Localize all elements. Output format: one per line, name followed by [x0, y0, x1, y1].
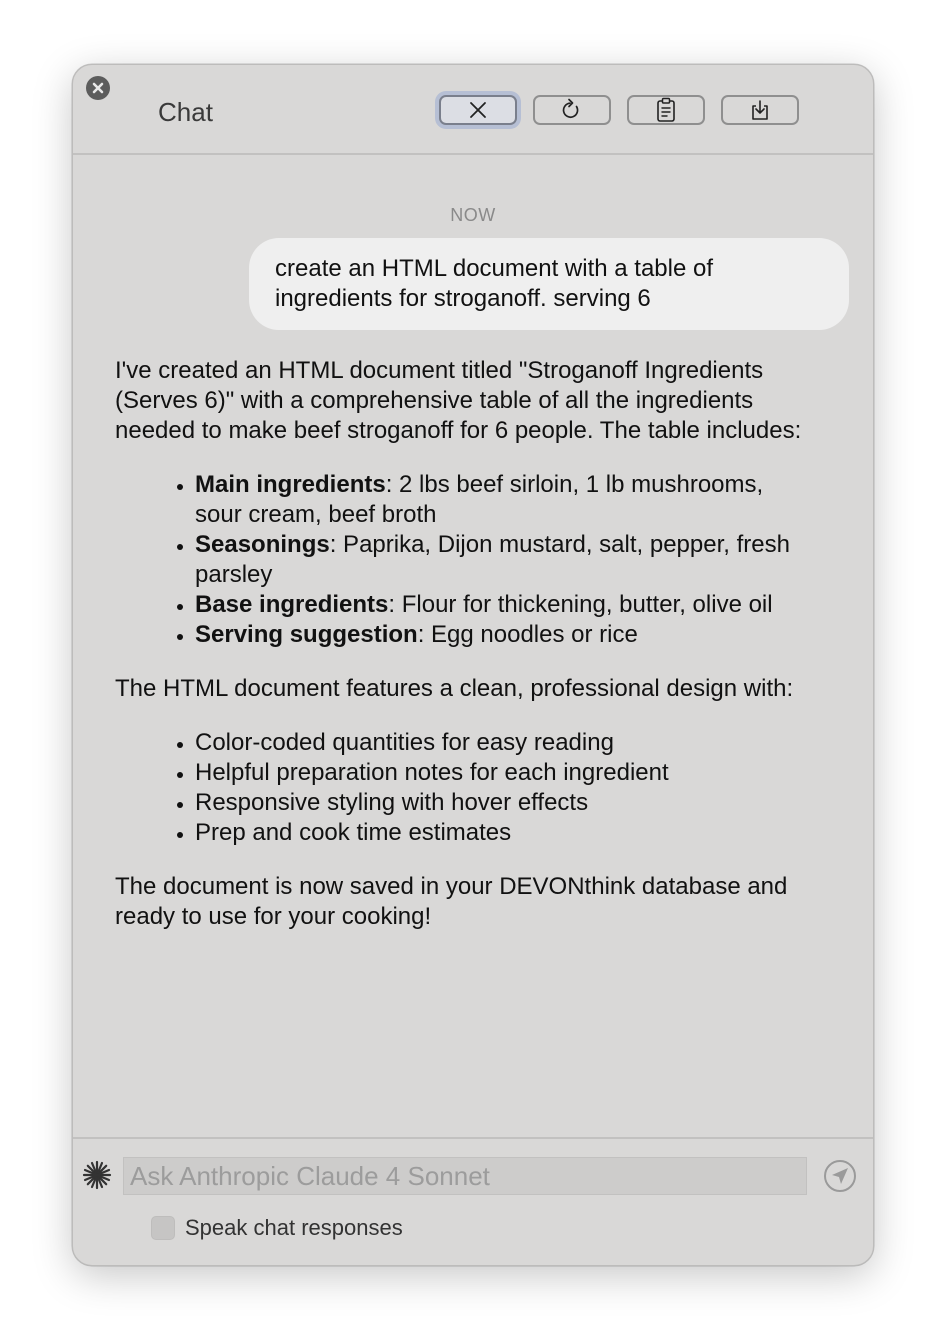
table-contents-list — [115, 470, 815, 650]
list-item: • Responsive styling with hover effects — [195, 788, 815, 818]
save-button[interactable] — [721, 95, 799, 125]
list-item-label: Serving suggestion — [195, 621, 418, 648]
speak-responses-option[interactable] — [151, 1215, 403, 1241]
list-item-text: : Egg noodles or rice — [417, 621, 638, 648]
list-item — [195, 470, 815, 530]
refresh-icon — [561, 98, 583, 122]
list-item — [195, 530, 815, 590]
list-item-label: Main ingredients — [195, 471, 386, 498]
assistant-message — [115, 356, 815, 932]
speak-responses-checkbox[interactable] — [151, 1216, 175, 1240]
list-item: • Prep and cook time estimates — [195, 818, 815, 848]
clear-chat-button[interactable] — [439, 95, 517, 125]
list-item-label: Seasonings — [195, 531, 330, 558]
close-circle-icon — [91, 81, 105, 95]
message-timestamp: NOW — [450, 205, 496, 225]
list-item — [195, 590, 815, 620]
list-item-text: : 2 lbs beef sirloin, 1 lb mushrooms, sour cream, beef broth — [195, 471, 764, 528]
list-item: • Color-coded quantities for easy reading — [195, 728, 815, 758]
chat-input[interactable] — [123, 1157, 807, 1195]
send-icon[interactable] — [823, 1159, 857, 1193]
list-item-label: Base ingredients — [195, 591, 389, 618]
list-item — [195, 620, 815, 650]
download-icon — [749, 98, 771, 122]
list-item-text: : Paprika, Dijon mustard, salt, pepper, fresh parsley — [195, 531, 790, 588]
speak-responses-label: Speak chat responses — [185, 1215, 403, 1240]
claude-asterisk-icon — [81, 1159, 113, 1191]
assistant-intro: I've created an HTML document titled "Stroganoff Ingredients (Serves 6)" with a comprehensive table of all the ingredients needed to make beef stroganoff for 6 people. The table includes: — [115, 357, 802, 444]
design-features-list — [115, 728, 815, 848]
list-item-text: : Flour for thickening, butter, olive oil — [388, 591, 773, 618]
input-divider — [73, 1137, 873, 1139]
chat-transcript — [73, 155, 873, 1137]
window-title: Chat — [158, 97, 213, 127]
copy-button[interactable] — [627, 95, 705, 125]
toolbar — [439, 95, 799, 125]
chat-window — [72, 64, 874, 1266]
list-item: • Helpful preparation notes for each ingredient — [195, 758, 815, 788]
reload-button[interactable] — [533, 95, 611, 125]
design-intro: The HTML document features a clean, professional design with: — [115, 675, 794, 702]
x-icon — [467, 99, 489, 121]
assistant-closing: The document is now saved in your DEVONthink database and ready to use for your cooking! — [115, 873, 788, 930]
user-message-bubble: create an HTML document with a table of ingredients for stroganoff. serving 6 — [249, 238, 849, 330]
clipboard-icon — [656, 97, 676, 123]
close-window-button[interactable] — [86, 76, 110, 100]
